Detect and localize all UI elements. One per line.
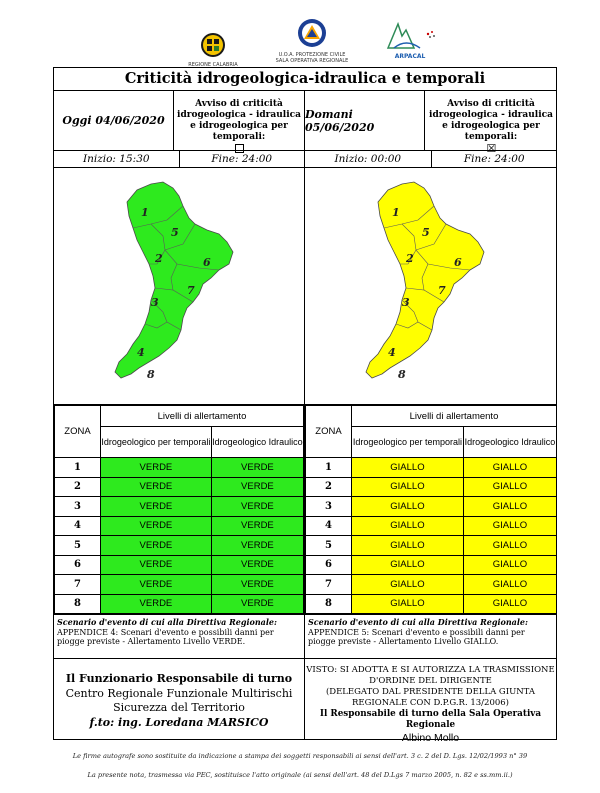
tomorrow-map-zone-label: 3 (402, 296, 410, 309)
tomorrow-zone-row (306, 516, 557, 536)
today-map-zone-label: 6 (203, 256, 211, 269)
today-map-zone-label: 3 (151, 296, 159, 309)
tomorrow-avviso-checkbox: ☒ (486, 142, 497, 155)
today-map-zone-label: 4 (137, 346, 145, 359)
today-map-zone-label: 5 (171, 226, 179, 239)
tomorrow-zone-row (306, 594, 557, 614)
arpacal-logo (370, 20, 450, 60)
today-avviso (174, 91, 304, 150)
tomorrow-zones-table (305, 405, 557, 614)
tomorrow-level-temporali: GIALLO (352, 497, 464, 517)
today-level-idraulico: VERDE (211, 594, 303, 614)
tomorrow-zone-number: 8 (306, 594, 352, 614)
tomorrow-zone-row (306, 477, 557, 497)
regione-calabria-logo (188, 32, 238, 68)
today-header-row (54, 91, 304, 151)
visto-responsabile: Il Responsabile di turno della Sala Operativa Regionale (319, 709, 542, 730)
visto-name: Albino Mollo (401, 732, 460, 744)
tomorrow-level-temporali: GIALLO (352, 575, 464, 595)
today-map-zone-label: 8 (147, 368, 155, 381)
tomorrow-zone-rows (306, 458, 557, 614)
tomorrow-map-zone-label: 5 (422, 226, 430, 239)
tomorrow-col-idraulico: Idrogeologico Idraulico (463, 427, 556, 458)
today-zone-number: 4 (55, 516, 101, 536)
today-map-area (54, 168, 304, 405)
tomorrow-level-idraulico: GIALLO (463, 536, 556, 556)
tomorrow-avviso (425, 91, 557, 155)
today-zone-row (55, 516, 304, 536)
today-level-idraulico: VERDE (211, 497, 303, 517)
tomorrow-level-temporali: GIALLO (352, 458, 464, 478)
bulletin-title: Criticità idrogeologica-idraulica e temporali (54, 68, 556, 91)
tomorrow-zone-row (306, 497, 557, 517)
today-zone-rows (55, 458, 304, 614)
today-level-idraulico: VERDE (211, 516, 303, 536)
tomorrow-level-idraulico: GIALLO (463, 516, 556, 536)
tomorrow-zone-number: 2 (306, 477, 352, 497)
today-zone-number: 5 (55, 536, 101, 556)
tomorrow-map-zone-label: 6 (454, 256, 462, 269)
today-zone-row (55, 536, 304, 556)
today-zone-number: 2 (55, 477, 101, 497)
tomorrow-zone-number: 1 (306, 458, 352, 478)
tomorrow-map-zone-label: 4 (388, 346, 396, 359)
tomorrow-scenario (305, 614, 557, 664)
tomorrow-zone-row (306, 458, 557, 478)
today-level-temporali: VERDE (101, 536, 212, 556)
today-time-row (54, 151, 304, 168)
bulletin-frame (53, 67, 557, 744)
today-level-idraulico: VERDE (211, 575, 303, 595)
today-avviso-text: Avviso di criticità idrogeologica - idraulica e idrogeologica per temporali: (177, 99, 301, 142)
header-logos (0, 8, 600, 66)
today-start: Inizio: 15:30 (54, 151, 180, 167)
visto-line-3: (DELEGATO DAL PRESIDENTE DELLA GIUNTA (325, 687, 536, 697)
protezione-civile-logo (262, 18, 362, 64)
today-level-temporali: VERDE (101, 458, 212, 478)
today-panel (54, 91, 305, 664)
today-levels-header: Livelli di allertamento (101, 406, 304, 427)
arpacal-text: ARPACAL (394, 53, 426, 60)
today-scenario-text: APPENDICE 4: Scenari d'evento e possibili danni per piogge previste - Allertamento Livello VERDE. (57, 627, 274, 646)
today-map-zone-label: 1 (141, 206, 149, 219)
today-scenario-title: Scenario d'evento di cui alla Direttiva Regionale: (57, 617, 277, 627)
today-end: Fine: 24:00 (211, 153, 273, 165)
visto-block (305, 659, 556, 744)
today-avviso-checkbox (235, 144, 244, 153)
regione-calabria-text: REGIONE CALABRIA (188, 62, 238, 68)
tomorrow-calabria-map (358, 172, 503, 402)
tomorrow-level-idraulico: GIALLO (463, 458, 556, 478)
tomorrow-zone-number: 5 (306, 536, 352, 556)
funzionario-title: Il Funzionario Responsabile di turno (65, 672, 293, 685)
today-level-temporali: VERDE (101, 555, 212, 575)
tomorrow-levels-header: Livelli di allertamento (352, 406, 557, 427)
today-level-idraulico: VERDE (211, 555, 303, 575)
today-calabria-map (107, 172, 252, 402)
protezione-civile-text-2: SALA OPERATIVA REGIONALE (275, 58, 349, 64)
today-zone-number: 8 (55, 594, 101, 614)
tomorrow-scenario-text: APPENDICE 5: Scenari d'evento e possibili danni per piogge previste - Allertamento Livello GIALLO. (308, 627, 525, 646)
regione-calabria-emblem-icon (200, 32, 226, 58)
today-region-outline (115, 182, 233, 378)
tomorrow-zone-number: 7 (306, 575, 352, 595)
tomorrow-start: Inizio: 00:00 (305, 151, 432, 167)
funzionario-sicurezza: Sicurezza del Territorio (113, 701, 245, 714)
tomorrow-header-row (305, 91, 557, 155)
tomorrow-zone-row (306, 536, 557, 556)
today-zone-number: 7 (55, 575, 101, 595)
tomorrow-level-temporali: GIALLO (352, 594, 464, 614)
visto-line-2: D'ORDINE DEL DIRIGENTE (369, 676, 492, 686)
today-level-idraulico: VERDE (211, 458, 303, 478)
tomorrow-scenario-title: Scenario d'evento di cui alla Direttiva Regionale: (308, 617, 528, 627)
today-zone-row (55, 458, 304, 478)
tomorrow-zone-number: 6 (306, 555, 352, 575)
tomorrow-level-temporali: GIALLO (352, 477, 464, 497)
today-level-temporali: VERDE (101, 594, 212, 614)
protezione-civile-text-1: U.O.A. PROTEZIONE CIVILE (278, 52, 346, 58)
tomorrow-avviso-text: Avviso di criticità idrogeologica - idraulica e idrogeologica per temporali: (429, 99, 553, 142)
today-level-temporali: VERDE (101, 516, 212, 536)
tomorrow-map-zone-label: 2 (406, 252, 414, 265)
today-scenario (54, 614, 304, 664)
tomorrow-level-idraulico: GIALLO (463, 575, 556, 595)
tomorrow-end: Fine: 24:00 (463, 153, 525, 165)
tomorrow-map-zone-label: 1 (392, 206, 400, 219)
tomorrow-level-idraulico: GIALLO (463, 594, 556, 614)
tomorrow-zone-number: 4 (306, 516, 352, 536)
protezione-civile-emblem-icon (297, 18, 327, 48)
footer-line-2: La presente nota, trasmessa via PEC, sostituisce l'atto originale (ai sensi dell'art. 48 del D.Lgs 7 marzo 2005, n. 82 e ss.mm.ii.) (87, 771, 513, 779)
funzionario-block (54, 659, 305, 740)
tomorrow-level-idraulico: GIALLO (463, 497, 556, 517)
arpacal-emblem-icon (380, 20, 440, 50)
today-zone-row (55, 594, 304, 614)
today-col-temporali: Idrogeologico per temporali (101, 427, 212, 458)
today-level-idraulico: VERDE (211, 536, 303, 556)
tomorrow-zone-number: 3 (306, 497, 352, 517)
today-zone-row (55, 477, 304, 497)
today-zona-header: ZONA (55, 406, 101, 458)
today-col-idraulico: Idrogeologico Idraulico (211, 427, 303, 458)
tomorrow-map-zone-label: 7 (438, 284, 446, 297)
today-map-zone-label: 2 (155, 252, 163, 265)
tomorrow-level-temporali: GIALLO (352, 516, 464, 536)
tomorrow-panel (305, 91, 557, 664)
tomorrow-zone-row (306, 575, 557, 595)
tomorrow-col-temporali: Idrogeologico per temporali (352, 427, 464, 458)
tomorrow-map-area (305, 168, 557, 405)
tomorrow-level-temporali: GIALLO (352, 555, 464, 575)
funzionario-signature: f.to: ing. Loredana MARSICO (89, 715, 269, 729)
today-zones-table (54, 405, 304, 614)
today-zone-number: 3 (55, 497, 101, 517)
visto-line-4: REGIONALE CON D.P.G.R. 13/2006) (352, 698, 509, 708)
signature-section (54, 658, 556, 744)
today-date: Oggi 04/06/2020 (54, 91, 174, 150)
tomorrow-zone-row (306, 555, 557, 575)
today-map-zone-label: 7 (187, 284, 195, 297)
tomorrow-map-zone-label: 8 (398, 368, 406, 381)
tomorrow-level-temporali: GIALLO (352, 536, 464, 556)
tomorrow-region-outline (366, 182, 484, 378)
tomorrow-date: Domani 05/06/2020 (305, 91, 425, 150)
tomorrow-level-idraulico: GIALLO (463, 555, 556, 575)
today-level-temporali: VERDE (101, 477, 212, 497)
today-zone-number: 6 (55, 555, 101, 575)
today-level-temporali: VERDE (101, 575, 212, 595)
today-level-temporali: VERDE (101, 497, 212, 517)
today-level-idraulico: VERDE (211, 477, 303, 497)
footer-line-1: Le firme autografe sono sostituite da indicazione a stampa dei soggetti responsabili ai sensi dell'art. 3 c. 2 del D. Lgs. 12/02/1993 n° 39 (72, 752, 528, 760)
tomorrow-level-idraulico: GIALLO (463, 477, 556, 497)
today-zone-row (55, 575, 304, 595)
today-zone-row (55, 555, 304, 575)
tomorrow-zona-header: ZONA (306, 406, 352, 458)
visto-line-1: VISTO: SI ADOTTA E SI AUTORIZZA LA TRASMISSIONE (306, 665, 555, 675)
today-zone-row (55, 497, 304, 517)
funzionario-centre: Centro Regionale Funzionale Multirischi (65, 686, 293, 700)
tomorrow-time-row (305, 151, 557, 168)
today-zone-number: 1 (55, 458, 101, 478)
